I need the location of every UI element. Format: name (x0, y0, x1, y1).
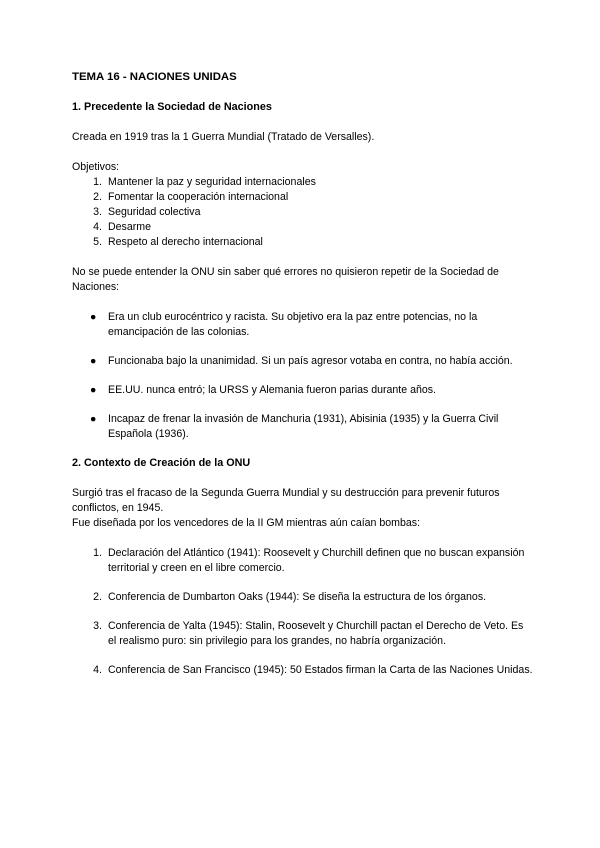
list-item: 4. Desarme (93, 221, 151, 233)
errors-intro: No se puede entender la ONU sin saber qué errores no quisieron repetir de la Sociedad de Naciones: (72, 266, 499, 293)
document-page (72, 70, 534, 692)
list-item: 5. Respeto al derecho internacional (93, 236, 263, 248)
section-2-para-1: Surgió tras el fracaso de la Segunda Guerra Mundial y su destrucción para prevenir futuros conflictos, en 1945. (72, 487, 500, 514)
conferences-list (72, 546, 534, 678)
bullet-icon: ● (90, 311, 97, 323)
list-item: 4. Conferencia de San Francisco (1945): 50 Estados firman la Carta de las Naciones Unidas. (93, 664, 533, 676)
section-2-para-2: Fue diseñada por los vencedores de la II GM mientras aún caían bombas: (72, 517, 421, 529)
list-item: 3. Seguridad colectiva (93, 206, 201, 218)
list-item: ● EE.UU. nunca entró; la URSS y Alemania fueron parias durante años. (90, 384, 436, 396)
list-item: 1. Mantener la paz y seguridad internacionales (93, 176, 316, 188)
list-item: 3. Conferencia de Yalta (1945): Stalin, Roosevelt y Churchill pactan el Derecho de Veto. Es el realismo puro: sin privilegio para los grandes, no habría organización. (93, 620, 524, 647)
bullet-icon: ● (90, 355, 97, 367)
section-1-intro: Creada en 1919 tras la 1 Guerra Mundial (Tratado de Versalles). (72, 131, 375, 143)
bullet-icon: ● (90, 413, 97, 425)
list-item: 2. Fomentar la cooperación internacional (93, 191, 289, 203)
list-item: ● Incapaz de frenar la invasión de Manchuria (1931), Abisinia (1935) y la Guerra Civil Española (1936). (90, 413, 499, 440)
section-2-heading: 2. Contexto de Creación de la ONU (72, 457, 251, 469)
bullet-icon: ● (90, 384, 97, 396)
list-item: ● Era un club eurocéntrico y racista. Su objetivo era la paz entre potencias, no la emancipación de las colonias. (90, 311, 478, 338)
section-1-heading: 1. Precedente la Sociedad de Naciones (72, 101, 272, 113)
objectives-label: Objetivos: (72, 161, 120, 173)
objectives-list (72, 175, 534, 250)
list-item: 1. Declaración del Atlántico (1941): Roosevelt y Churchill definen que no buscan expansión territorial y creen en el libre comercio. (93, 547, 525, 574)
list-item: ● Funcionaba bajo la unanimidad. Si un país agresor votaba en contra, no había acción. (90, 355, 513, 367)
page-title: TEMA 16 - NACIONES UNIDAS (72, 71, 237, 83)
list-item: 2. Conferencia de Dumbarton Oaks (1944): Se diseña la estructura de los órganos. (93, 591, 487, 603)
errors-list (72, 310, 534, 442)
